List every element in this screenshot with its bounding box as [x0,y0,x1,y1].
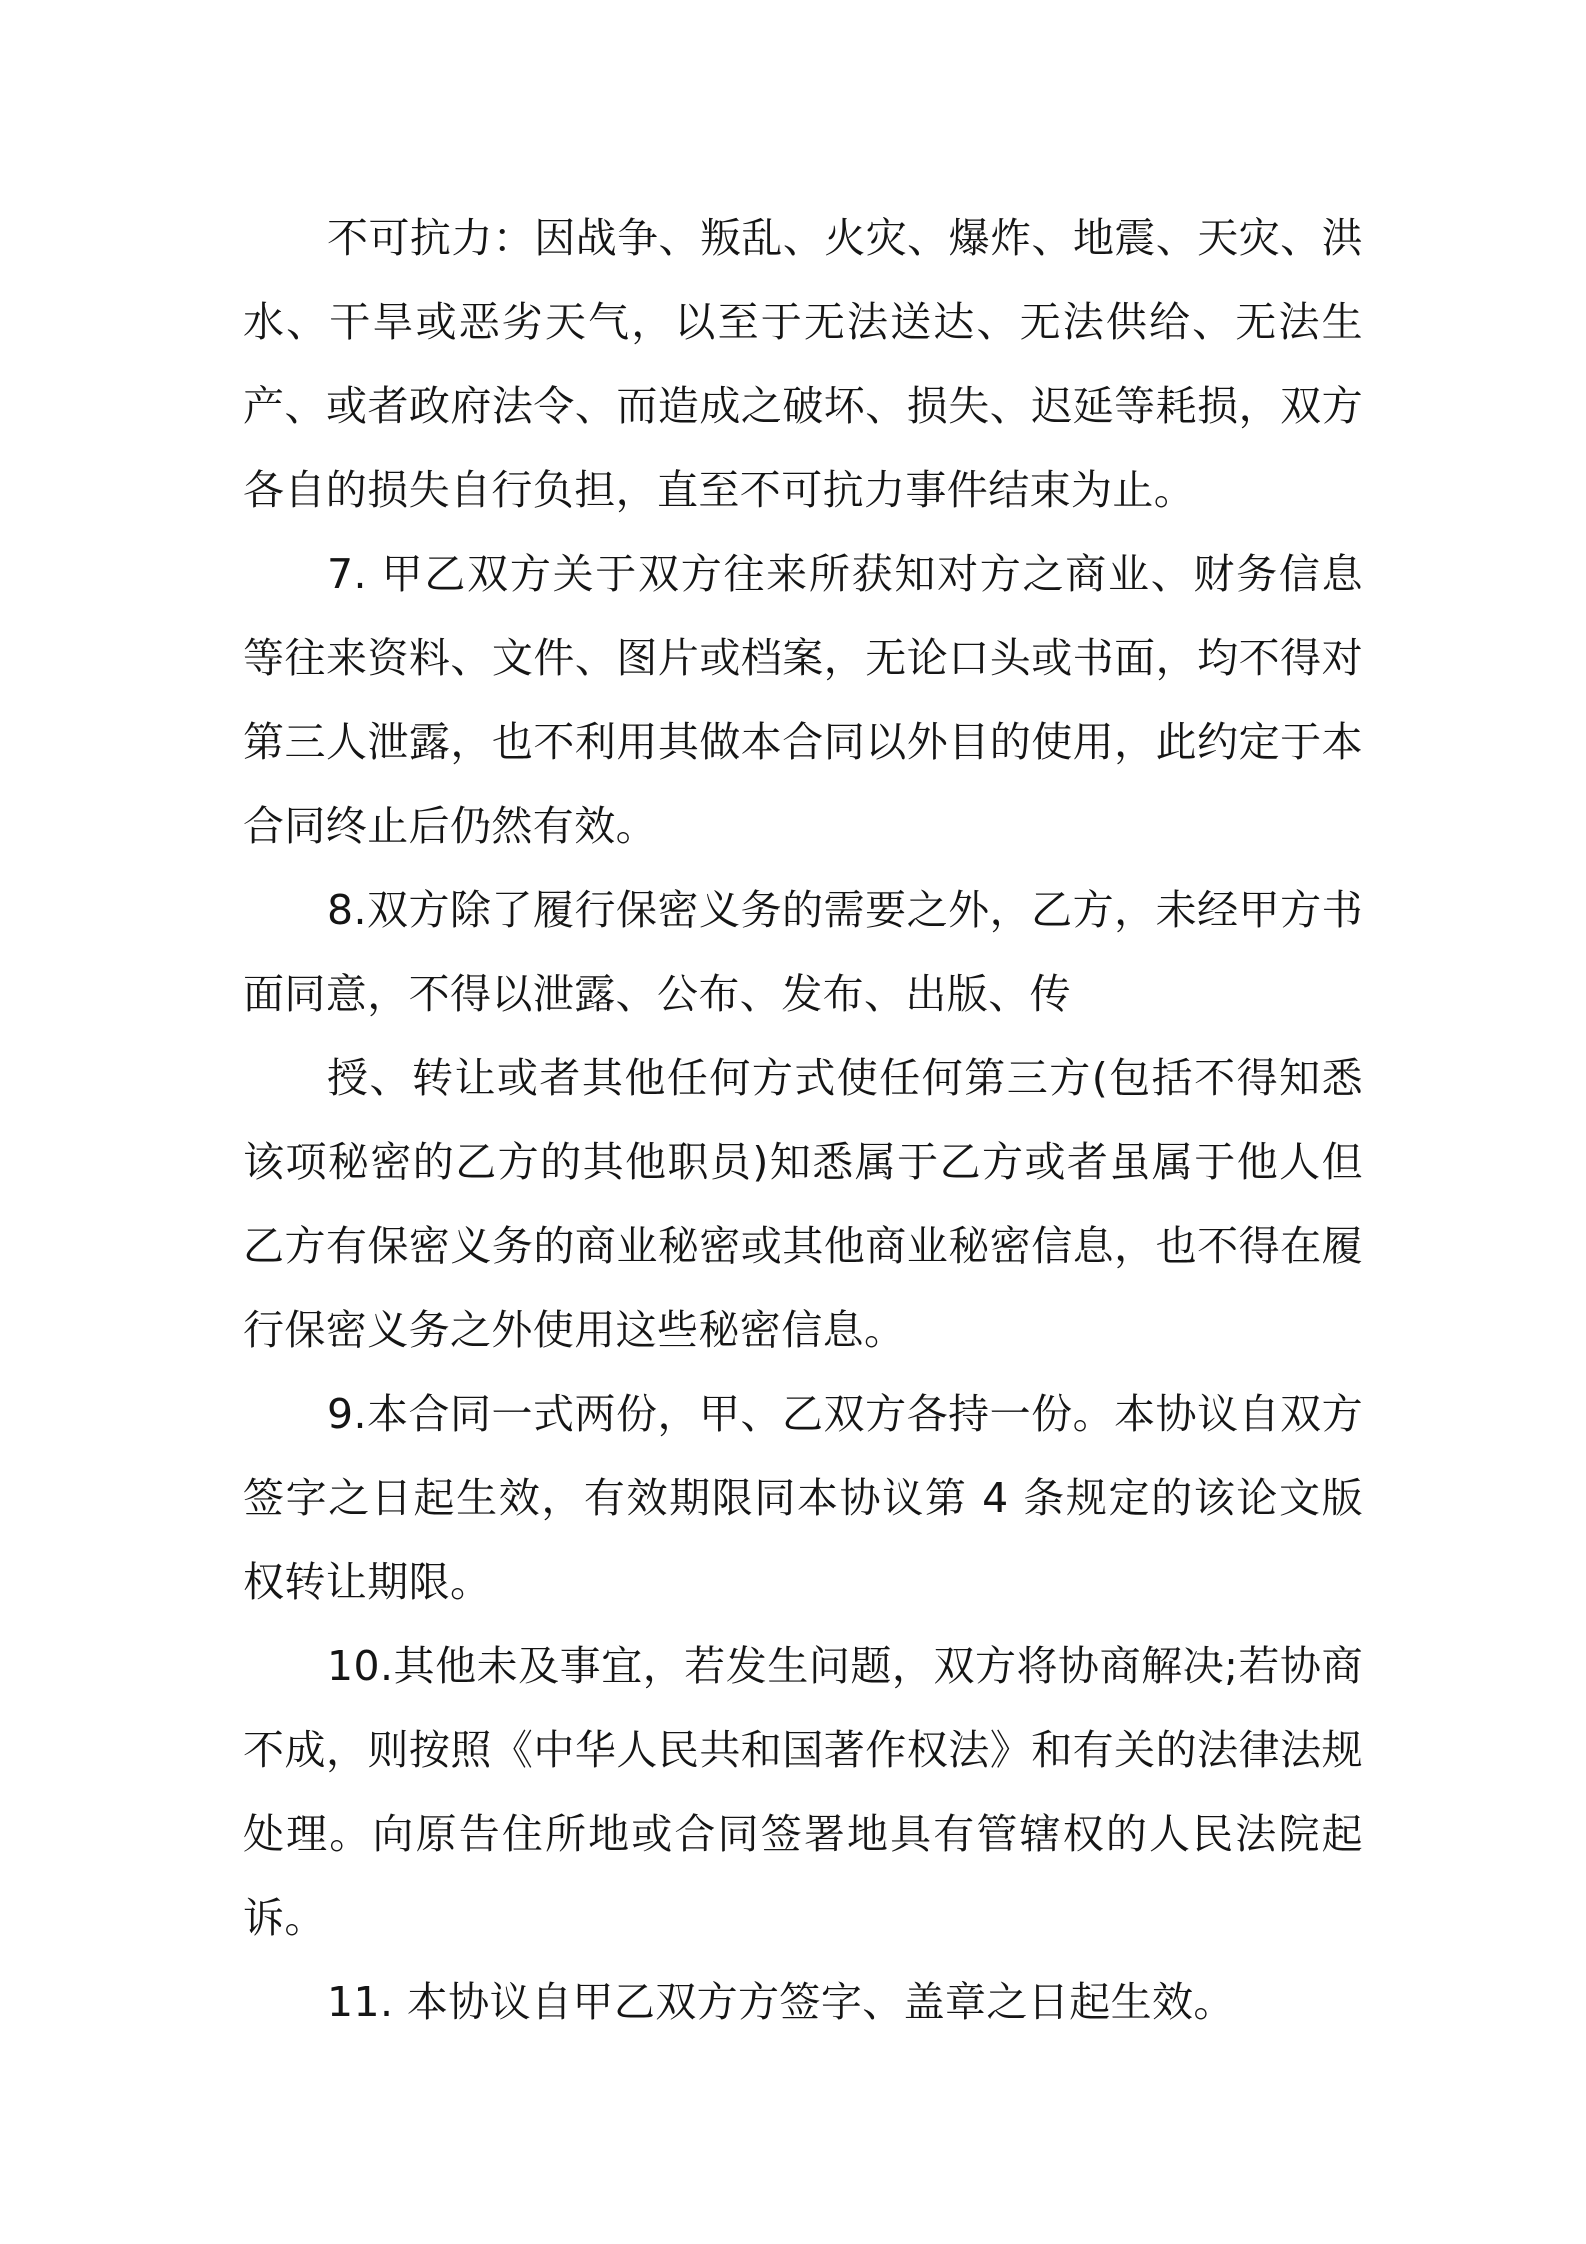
paragraph-clause-8-continued: 授、转让或者其他任何方式使任何第三方(包括不得知悉该项秘密的乙方的其他职员)知悉属于乙方或者虽属于他人但乙方有保密义务的商业秘密或其他商业秘密信息，也不得在履行保密义务之外使用这些秘密信息。 [243,1054,1363,1354]
paragraph-clause-10: 10.其他未及事宜，若发生问题，双方将协商解决;若协商不成，则按照《中华人民共和国著作权法》和有关的法律法规处理。向原告住所地或合同签署地具有管辖权的人民法院起诉。 [243,1642,1363,1942]
paragraph-clause-9: 9.本合同一式两份，甲、乙双方各持一份。本协议自双方签字之日起生效，有效期限同本协议第 4 条规定的该论文版权转让期限。 [243,1390,1363,1606]
paragraph-clause-7: 7. 甲乙双方关于双方往来所获知对方之商业、财务信息等往来资料、文件、图片或档案，无论口头或书面，均不得对第三人泄露，也不利用其做本合同以外目的使用，此约定于本合同终止后仍然有效。 [243,550,1363,850]
paragraph-clause-11: 11. 本协议自甲乙双方方签字、盖章之日起生效。 [327,1978,1235,2026]
paragraph-force-majeure: 不可抗力：因战争、叛乱、火灾、爆炸、地震、天灾、洪水、干旱或恶劣天气，以至于无法送达、无法供给、无法生产、或者政府法令、而造成之破坏、损失、迟延等耗损，双方各自的损失自行负担，直至不可抗力事件结束为止。 [243,214,1363,514]
paragraph-clause-8: 8.双方除了履行保密义务的需要之外，乙方，未经甲方书面同意，不得以泄露、公布、发布、出版、传 [243,886,1363,1018]
document-body [243,196,1363,2044]
